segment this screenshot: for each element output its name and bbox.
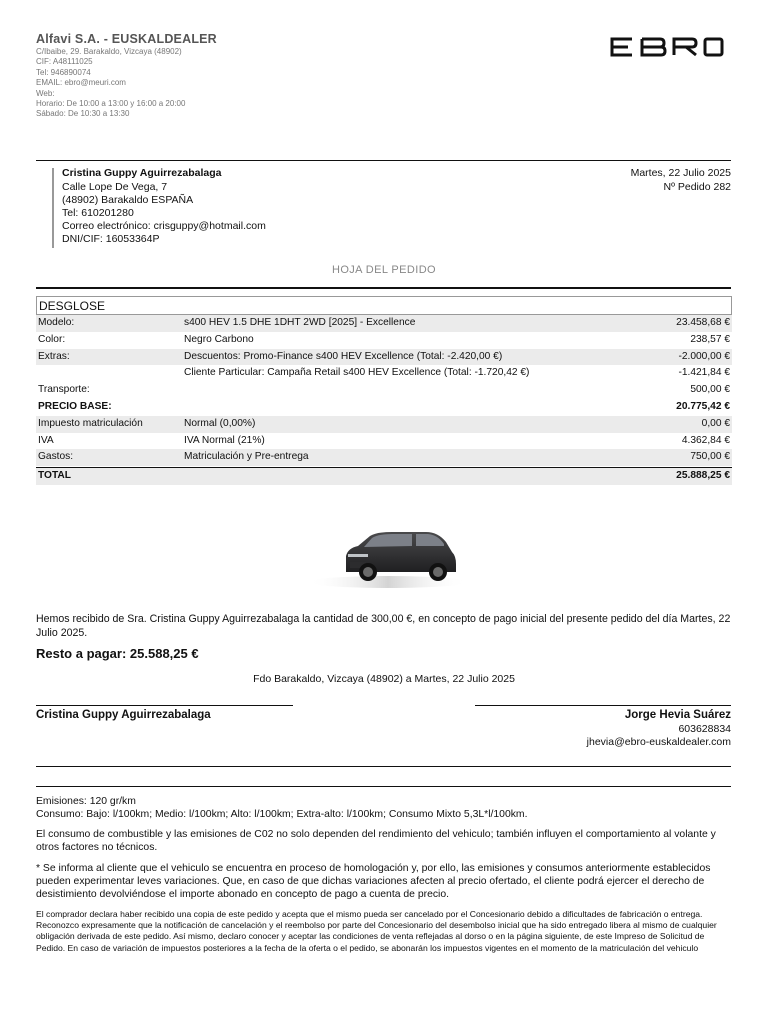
table-row <box>36 315 732 332</box>
document-title: HOJA DEL PEDIDO <box>331 264 436 276</box>
row-description: IVA Normal (21%) <box>184 434 265 446</box>
customer-address: Calle Lope De Vega, 7 <box>62 180 168 193</box>
dealer-cif: CIF: A48111025 <box>36 57 93 67</box>
row-amount: -2.000,00 € <box>678 350 730 362</box>
row-description: Normal (0,00%) <box>184 417 256 429</box>
row-label: Color: <box>38 333 66 345</box>
breakdown-table <box>36 296 732 485</box>
customer-signature-line <box>36 705 293 706</box>
dealer-hours: Horario: De 10:00 a 13:00 y 16:00 a 20:00 <box>36 99 186 108</box>
customer-email: Correo electrónico: crisguppy@hotmail.com <box>62 220 266 233</box>
table-row <box>36 399 732 416</box>
row-label: IVA <box>38 434 54 446</box>
row-amount: 0,00 € <box>701 417 730 429</box>
table-row <box>36 433 732 450</box>
dealer-email: EMAIL: ebro@meuri.com <box>36 78 126 88</box>
header-divider <box>36 160 731 161</box>
consumption-text: Consumo: Bajo: l/100km; Medio: l/100km; Alto: l/100km; Extra-alto: l/100km; Consumo Mixto 5,3L*l/100km. <box>36 809 528 820</box>
row-description: Cliente Particular: Campaña Retail s400 HEV Excellence (Total: -1.720,42 €) <box>184 367 530 379</box>
signature-place-date: Fdo Barakaldo, Vizcaya (48902) a Martes, 22 Julio 2025 <box>253 673 515 685</box>
row-amount: 238,57 € <box>690 333 730 345</box>
table-row <box>36 449 732 466</box>
legal-text: El comprador declara haber recibido una copia de este pedido y acepta que el mismo pueda ser cancelado por el Concesionario debido a dificultades de fabricación o entrega. Reconozco expresamente que la notificación de cancelación y el reembolso por parte del Concesionario del desembolso inicial que ha sido entregado libera al mismo de cualquier obligación derivada de este pedido. Así mismo, declaro conocer y aceptar las condiciones de venta reflejadas al dorso o en la página siguiente, de este Impreso de Solicitud de Pedido. En caso de variación de impuestos posteriores a la fecha de la oferta o el pedido, se abonarán los impuestos vigentes en el momento de la matriculación del vehiculo <box>36 909 717 953</box>
customer-name: Cristina Guppy Aguirrezabalaga <box>62 167 222 179</box>
table-top-divider <box>36 287 731 289</box>
customer-city: (48902) Barakaldo ESPAÑA <box>62 193 194 206</box>
table-row <box>36 332 732 349</box>
customer-dni: DNI/CIF: 16053364P <box>62 233 160 246</box>
row-amount: 4.362,84 € <box>681 434 730 446</box>
row-amount: 23.458,68 € <box>676 317 730 328</box>
row-label: TOTAL <box>38 470 72 482</box>
customer-block-accent <box>52 168 54 248</box>
dealer-saturday-hours: Sábado: De 10:30 a 13:30 <box>36 109 130 119</box>
row-amount: 750,00 € <box>690 451 730 463</box>
seller-phone: 603628834 <box>678 723 731 735</box>
table-row <box>36 416 732 433</box>
payment-received-text: Hemos recibido de Sra. Cristina Guppy Aguirrezabalaga la cantidad de 300,00 €, en concepto de pago inicial del presente pedido del día Martes, 22 Julio 2025. <box>36 613 731 639</box>
order-number: Nº Pedido 282 <box>663 180 731 193</box>
row-description: Matriculación y Pre-entrega <box>184 451 309 463</box>
breakdown-header: DESGLOSE <box>36 296 732 315</box>
row-label: Gastos: <box>38 451 74 463</box>
dealer-phone: Tel: 946890074 <box>36 67 91 77</box>
row-amount: 500,00 € <box>690 384 730 396</box>
customer-signature-name: Cristina Guppy Aguirrezabalaga <box>36 709 211 721</box>
dealer-address: C/Ibaibe, 29. Barakaldo, Vizcaya (48902) <box>36 47 182 56</box>
row-label: PRECIO BASE: <box>38 400 112 412</box>
ebro-logo <box>608 36 724 58</box>
row-description: Negro Carbono <box>184 333 254 345</box>
row-amount: 20.775,42 € <box>676 400 730 412</box>
row-label: Extras: <box>38 350 70 362</box>
seller-email: jhevia@ebro-euskaldealer.com <box>586 736 731 748</box>
row-label: Transporte: <box>38 384 90 396</box>
row-description: s400 HEV 1.5 DHE 1DHT 2WD [2025] - Excellence <box>184 317 416 328</box>
row-label: Impuesto matriculación <box>38 417 143 429</box>
row-amount: 25.888,25 € <box>676 470 730 482</box>
consumption-note: El consumo de combustible y las emisiones de C02 no solo dependen del rendimiento del vehiculo; también influyen el comportamiento al volante y otros factores no técnicos. <box>36 829 716 853</box>
row-description: Descuentos: Promo-Finance s400 HEV Excellence (Total: -2.420,00 €) <box>184 350 503 362</box>
order-date: Martes, 22 Julio 2025 <box>630 167 731 179</box>
customer-phone: Tel: 610201280 <box>62 206 134 219</box>
table-row <box>36 349 732 366</box>
seller-signature-line <box>475 705 731 706</box>
table-row <box>36 382 732 399</box>
footer-divider-bottom <box>36 786 731 787</box>
row-amount: -1.421,84 € <box>678 367 730 379</box>
footer-divider-top <box>36 766 731 767</box>
seller-signature-name: Jorge Hevia Suárez <box>624 709 731 721</box>
homologation-note: * Se informa al cliente que el vehiculo se encuentra en proceso de homologación y, por ello, las emisiones y consumos anteriormente establecidos pueden experimentar leves variaciones. Que, en caso de que dichas variaciones afecten al precio ofertado, el cliente podrá ejercer el derecho de desistimiento devolviéndose el importe abonado en concepto de pago a cuenta de precio. <box>36 863 711 900</box>
emissions-text: Emisiones: 120 gr/km <box>36 796 136 807</box>
total-row <box>36 467 732 485</box>
dealer-web: Web: <box>36 88 55 98</box>
remaining-amount: Resto a pagar: 25.588,25 € <box>36 646 199 661</box>
dealer-name: Alfavi S.A. - EUSKALDEALER <box>36 32 217 46</box>
table-row <box>36 365 732 382</box>
row-label: Modelo: <box>38 317 75 328</box>
car-image <box>300 522 470 594</box>
